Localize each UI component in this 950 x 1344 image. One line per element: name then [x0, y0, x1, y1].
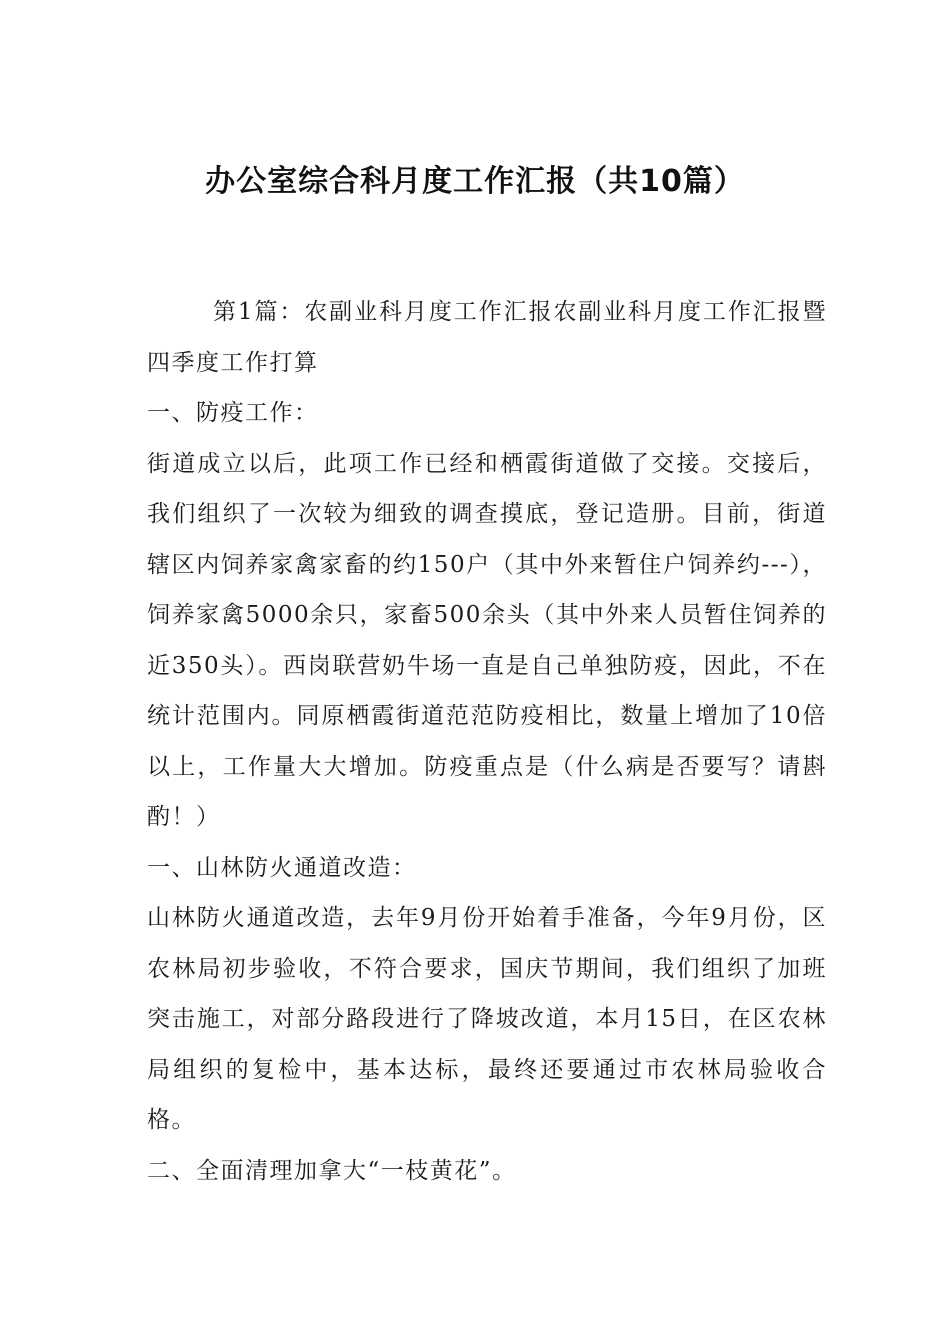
section-heading-goldenrod-cleanup: 二、全面清理加拿大“一枝黄花”。 — [147, 1157, 517, 1184]
document-title: 办公室综合科月度工作汇报（共10篇） — [205, 164, 745, 199]
body-paragraph-fire-road: 山林防火通道改造，去年9月份开始着手准备，今年9月份，区农林局初步验收，不符合要求，国庆节期间，我们组织了加班突击施工，对部分路段进行了降坡改道，本月15日，在区农林局组织的复检中，基本达标，最终还要通过市农林局验收合格。 — [147, 905, 827, 1133]
section-heading-fire-road: 一、山林防火通道改造： — [147, 854, 417, 881]
body-paragraph-epidemic-prevention: 街道成立以后，此项工作已经和栖霞街道做了交接。交接后，我们组织了一次较为细致的调查摸底，登记造册。目前，街道辖区内饲养家禽家畜的约150户（其中外来暂住户饲养约---），饲养家禽5000余只，家畜500余头（其中外来人员暂住饲养的近350头）。西岗联营奶牛场一直是自己单独防疫，因此，不在统计范围内。同原栖霞街道范范防疫相比，数量上增加了10倍以上，工作量大大增加。防疫重点是（什么病是否要写？请斟酌！） — [147, 450, 827, 830]
section-heading-epidemic-prevention: 一、防疫工作： — [147, 400, 319, 426]
document-body — [147, 287, 827, 1196]
article-heading-paragraph: 第1篇：农副业科月度工作汇报农副业科月度工作汇报暨四季度工作打算 — [147, 299, 827, 376]
